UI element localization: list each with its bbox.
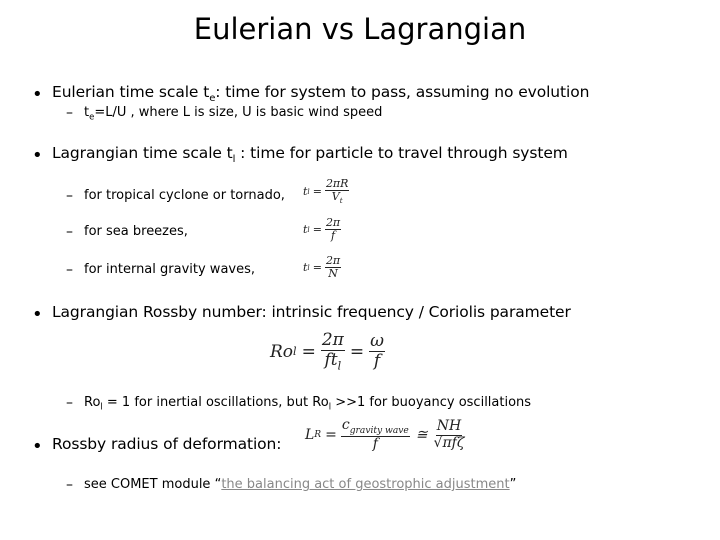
- sqrt-symbol: √: [433, 434, 443, 451]
- rossby-denominator-1: [325, 351, 342, 373]
- approx-sign: ≅: [415, 427, 428, 444]
- eulerian-pre: Eulerian time scale t: [52, 83, 210, 101]
- equals-sign: =: [349, 341, 365, 362]
- tl-symbol: t: [303, 223, 308, 237]
- bullet-marker: •: [32, 304, 43, 325]
- rossby-number-text: Lagrangian Rossby number: intrinsic frequency / Coriolis parameter: [52, 303, 571, 321]
- bullet-marker: •: [32, 436, 43, 457]
- ro-sub: l: [293, 345, 297, 359]
- lr-num-sub: gravity wave: [349, 425, 409, 436]
- equals-sign: =: [325, 427, 337, 444]
- bullet-marker: •: [32, 84, 43, 105]
- rossby-den-sub: l: [337, 359, 342, 373]
- sea-breeze-fraction: [325, 217, 341, 242]
- gravity-denominator: N: [328, 267, 338, 281]
- cyclone-fraction: [325, 178, 350, 205]
- gravity-fraction: [325, 255, 341, 280]
- cyclone-den-v: V: [331, 190, 340, 204]
- sea-numerator: 2π: [325, 216, 341, 229]
- nh-denominator: [434, 436, 465, 451]
- equals-sign: =: [312, 261, 322, 275]
- cyclone-numerator: 2πR: [325, 177, 349, 190]
- rossby-den-ft: ft: [324, 349, 338, 370]
- dash-marker: –: [66, 395, 73, 411]
- tl-symbol: t: [303, 185, 308, 199]
- equals-sign: =: [301, 341, 316, 362]
- comet-reference: [84, 477, 516, 492]
- ro1-sub: l: [100, 401, 103, 412]
- rossby-numerator-2: ω: [370, 331, 384, 352]
- lr-sub: R: [314, 430, 322, 441]
- lagrangian-timescale-text: [52, 144, 568, 165]
- cyclone-denominator: [332, 191, 343, 205]
- dash-marker: –: [66, 105, 73, 121]
- cyclone-equation: [303, 178, 349, 205]
- lr-numerator: [341, 418, 410, 437]
- rossby-oscillations-text: [84, 395, 531, 412]
- tl-symbol: t: [303, 261, 308, 275]
- rossby-fraction-2: [369, 332, 385, 370]
- te-rest: =L/U , where L is size, U is basic wind speed: [94, 105, 383, 120]
- ro-mid: = 1 for inertial oscillations, but: [102, 395, 313, 410]
- comet-module-link[interactable]: the balancing act of geostrophic adjustment: [221, 477, 510, 492]
- lr-num-c: c: [341, 417, 350, 433]
- lagrangian-post: : time for particle to travel through system: [235, 144, 568, 162]
- page-title: Eulerian vs Lagrangian: [193, 12, 527, 46]
- gravity-numerator: 2π: [325, 254, 341, 267]
- gravity-wave-item: for internal gravity waves,: [84, 262, 256, 277]
- rossby-fraction-1: [321, 331, 345, 372]
- comet-post: ”: [509, 477, 517, 492]
- nh-den-text: πfζ: [442, 434, 465, 451]
- dash-marker: –: [66, 188, 73, 204]
- equals-sign: =: [312, 185, 322, 199]
- rossby-number-equation: [270, 331, 385, 372]
- lr-fraction-1: [341, 418, 410, 452]
- ro2-sub: l: [328, 401, 332, 412]
- rossby-denominator-2: f: [373, 351, 381, 372]
- nh-numerator: NH: [436, 418, 462, 435]
- rossby-numerator-1: 2π: [321, 330, 344, 350]
- te-t: t: [84, 105, 90, 120]
- rossby-radius-text: Rossby radius of deformation:: [52, 435, 282, 453]
- sea-breeze-equation: [303, 217, 341, 242]
- cyclone-item: for tropical cyclone or tornado,: [84, 188, 285, 203]
- te-sub: e: [89, 111, 95, 122]
- tl-sub: l: [307, 263, 310, 273]
- equals-sign: =: [312, 223, 322, 237]
- ro2: Ro: [312, 395, 329, 410]
- eulerian-post: : time for system to pass, assuming no evolution: [215, 83, 590, 101]
- ro-symbol: Ro: [270, 341, 294, 362]
- ro-end: >>1 for buoyancy oscillations: [331, 395, 532, 410]
- eulerian-timescale-text: [52, 83, 589, 104]
- tl-sub: l: [307, 187, 310, 197]
- lagrangian-sub: l: [232, 154, 236, 166]
- eulerian-definition: [84, 105, 382, 122]
- dash-marker: –: [66, 224, 73, 240]
- dash-marker: –: [66, 262, 73, 278]
- tl-sub: l: [307, 225, 310, 235]
- gravity-wave-equation: [303, 255, 341, 280]
- rossby-radius-equation: [305, 418, 464, 452]
- bullet-marker: •: [32, 145, 43, 166]
- dash-marker: –: [66, 477, 73, 493]
- lagrangian-pre: Lagrangian time scale t: [52, 144, 233, 162]
- cyclone-den-sub: t: [339, 196, 343, 206]
- sea-breeze-item: for sea breezes,: [84, 224, 188, 239]
- sea-denominator: f: [331, 229, 336, 243]
- lr-denominator: f: [372, 435, 378, 452]
- lr-fraction-2: [434, 419, 465, 451]
- ro1: Ro: [84, 395, 101, 410]
- comet-pre: see COMET module “: [84, 477, 222, 492]
- lr-symbol: L: [305, 427, 315, 444]
- eulerian-sub: e: [209, 93, 216, 105]
